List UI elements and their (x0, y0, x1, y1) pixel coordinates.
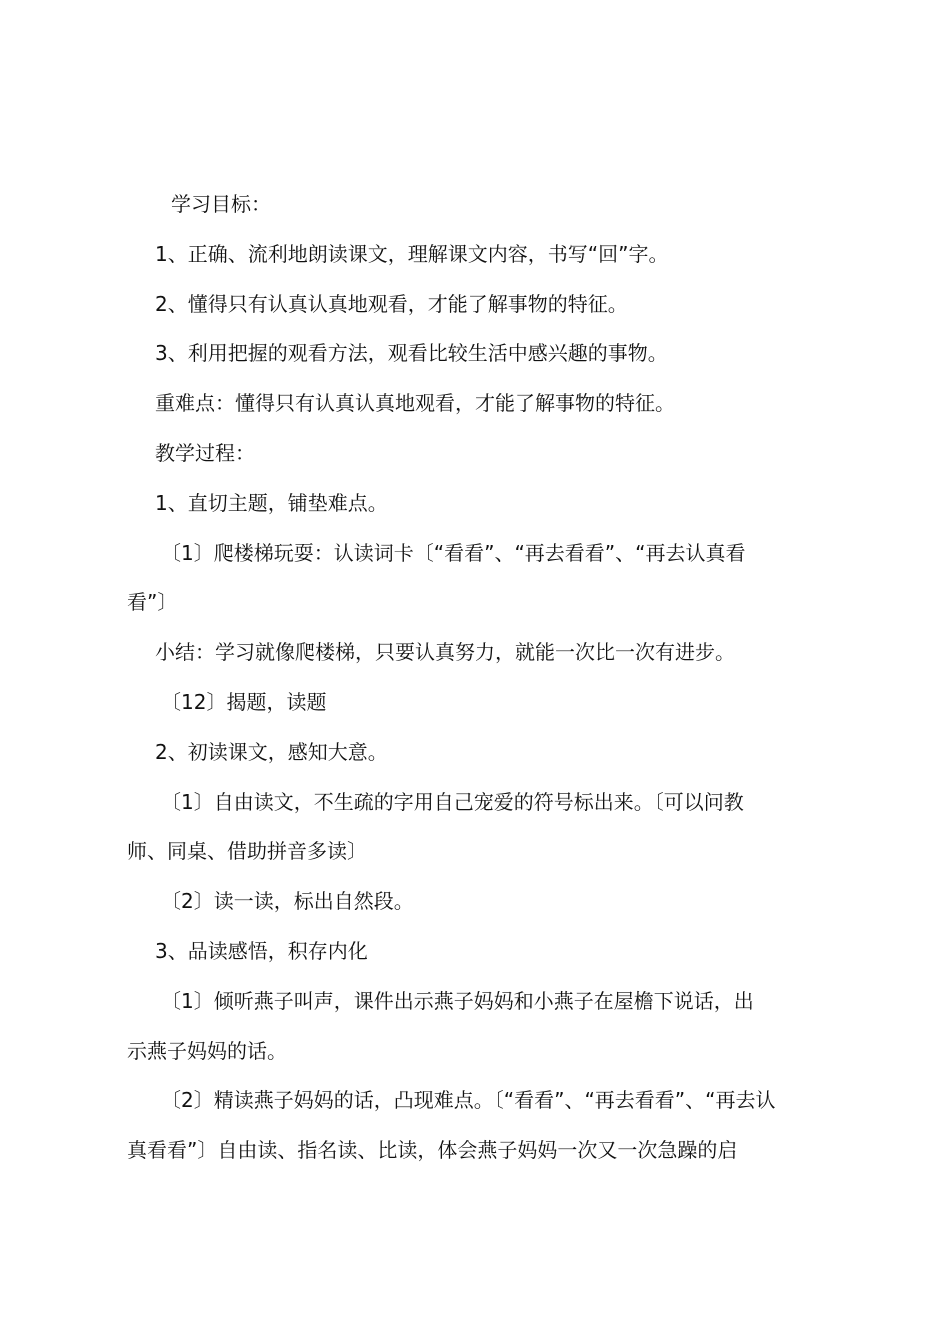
text-line-continuation: 示燕子妈妈的话。 (127, 1038, 287, 1063)
text-line-continuation: 真看看”〕自由读、指名读、比读，体会燕子妈妈一次又一次急躁的启 (127, 1138, 738, 1163)
step-2-substep-1 (127, 778, 833, 878)
text-line: 3、品读感悟，积存内化 (155, 938, 368, 963)
text-line: 学习目标： (171, 192, 271, 216)
text-line: 教学过程： (155, 440, 255, 465)
text-line: 〔12〕揭题，读题 (161, 689, 327, 714)
text-line-continuation: 看”〕 (127, 590, 178, 615)
text-line: 2、初读课文，感知大意。 (155, 739, 388, 764)
step-2-substep-2 (127, 877, 833, 927)
text-line: 1、正确、流利地朗读课文，理解课文内容，书写“回”字。 (155, 241, 669, 266)
step-1-substep-12 (127, 678, 833, 728)
text-line: 〔1〕自由读文，不生疏的字用自己宠爱的符号标出来。〔可以问教 (161, 789, 744, 814)
text-line-continuation: 师、同桌、借助拼音多读〕 (127, 839, 367, 864)
text-line: 小结：学习就像爬楼梯，只要认真努力，就能一次比一次有进步。 (155, 640, 735, 665)
text-line: 1、直切主题，铺垫难点。 (155, 490, 388, 515)
text-line: 〔1〕倾听燕子叫声，课件出示燕子妈妈和小燕子在屋檐下说话，出 (161, 988, 754, 1013)
summary (127, 628, 833, 678)
goal-item-1 (127, 230, 833, 280)
text-line: 重难点：懂得只有认真认真地观看，才能了解事物的特征。 (155, 391, 675, 416)
document-body (127, 180, 833, 1176)
step-3-substep-1 (127, 977, 833, 1077)
goal-item-3 (127, 329, 833, 379)
step-3-substep-2 (127, 1076, 833, 1176)
step-1-substep-1 (127, 529, 833, 629)
step-2 (127, 728, 833, 778)
text-line: 〔1〕爬楼梯玩耍：认读词卡〔“看看”、“再去看看”、“再去认真看 (161, 540, 746, 565)
heading-teaching-process (127, 429, 833, 479)
heading-learning-goals (127, 180, 833, 230)
key-difficulty (127, 379, 833, 429)
text-line: 2、懂得只有认真认真地观看，才能了解事物的特征。 (155, 291, 628, 316)
step-3 (127, 927, 833, 977)
step-1 (127, 479, 833, 529)
text-line: 3、利用把握的观看方法，观看比较生活中感兴趣的事物。 (155, 341, 668, 366)
text-line: 〔2〕精读燕子妈妈的话，凸现难点。〔“看看”、“再去看看”、“再去认 (161, 1088, 776, 1113)
goal-item-2 (127, 280, 833, 330)
text-line: 〔2〕读一读，标出自然段。 (161, 889, 414, 914)
